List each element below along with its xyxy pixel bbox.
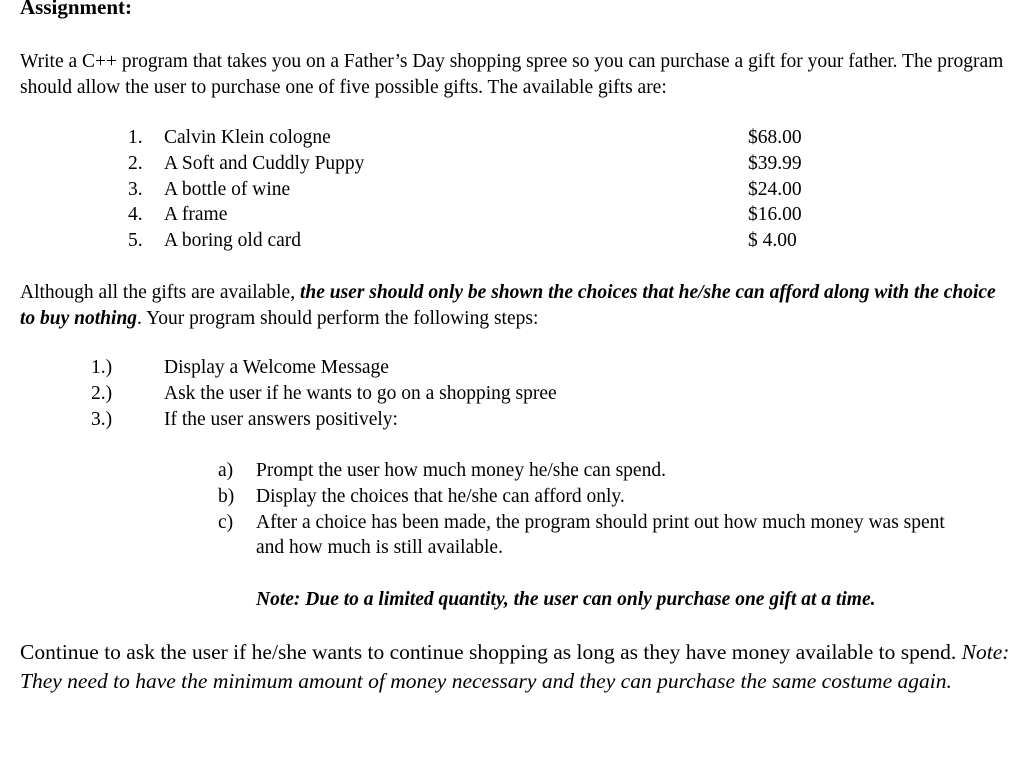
- steps-list: [91, 355, 791, 432]
- step-number: 2.): [91, 382, 113, 404]
- gift-number: 1.: [128, 127, 143, 148]
- afford-emphasis: the user should only be shown the choices that he/she can afford along with the choice to buy nothing: [20, 282, 996, 329]
- step-number: 3.): [91, 408, 113, 430]
- continue-note: Note: They need to have the minimum amount of money necessary and they can purchase the same costume again.: [20, 640, 1010, 693]
- afford-paragraph: [20, 280, 1010, 332]
- step-item: [91, 407, 791, 433]
- quantity-note: Note: Due to a limited quantity, the user can only purchase one gift at a time.: [256, 589, 876, 610]
- gift-price: $68.00: [748, 127, 802, 148]
- step-text: Ask the user if he wants to go on a shopping spree: [164, 382, 557, 404]
- gift-name: Calvin Klein cologne: [164, 127, 331, 148]
- gift-item: [128, 151, 828, 177]
- substep-item: [218, 458, 978, 484]
- afford-lead: Although all the gifts are available,: [20, 282, 300, 303]
- continue-paragraph: [20, 638, 1010, 695]
- gift-item: [128, 228, 828, 254]
- gift-price: $24.00: [748, 178, 802, 200]
- intro-paragraph: Write a C++ program that takes you on a Father’s Day shopping spree so you can purchase a gift for your father. The program should allow the user to purchase one of five possible gifts. The available gifts are:: [20, 51, 1004, 98]
- step-item: [91, 355, 791, 381]
- substep-letter: c): [218, 511, 234, 533]
- step-number: 1.): [91, 357, 113, 378]
- substeps-list: [218, 458, 978, 561]
- substep-item: [218, 484, 978, 510]
- gift-number: 5.: [128, 230, 143, 252]
- gift-number: 3.: [128, 178, 143, 200]
- step-text: Display a Welcome Message: [164, 357, 389, 378]
- substep-letter: b): [218, 485, 235, 507]
- gift-price: $39.99: [748, 152, 802, 174]
- gift-list: [128, 125, 828, 254]
- gift-number: 2.: [128, 152, 143, 174]
- gift-name: A bottle of wine: [164, 178, 291, 200]
- gift-name: A boring old card: [164, 230, 302, 252]
- gift-name: A Soft and Cuddly Puppy: [164, 152, 365, 174]
- step-item: [91, 381, 791, 407]
- gift-item: [128, 202, 828, 228]
- gift-price: $ 4.00: [748, 230, 797, 252]
- substep-letter: a): [218, 460, 234, 481]
- substep-item: [218, 510, 978, 562]
- gift-price: $16.00: [748, 204, 802, 226]
- gift-item: [128, 125, 828, 151]
- afford-tail: . Your program should perform the following steps:: [137, 308, 539, 329]
- continue-text: Continue to ask the user if he/she wants to continue shopping as long as they have money available to spend.: [20, 640, 962, 664]
- substep-text: After a choice has been made, the program should print out how much money was spent and how much is still available.: [256, 511, 945, 559]
- gift-number: 4.: [128, 204, 143, 226]
- substep-text: Prompt the user how much money he/she can spend.: [256, 460, 666, 481]
- gift-name: A frame: [164, 204, 228, 226]
- assignment-heading: Assignment:: [20, 0, 133, 19]
- substep-text: Display the choices that he/she can afford only.: [256, 485, 625, 507]
- step-text: If the user answers positively:: [164, 408, 398, 430]
- gift-item: [128, 177, 828, 203]
